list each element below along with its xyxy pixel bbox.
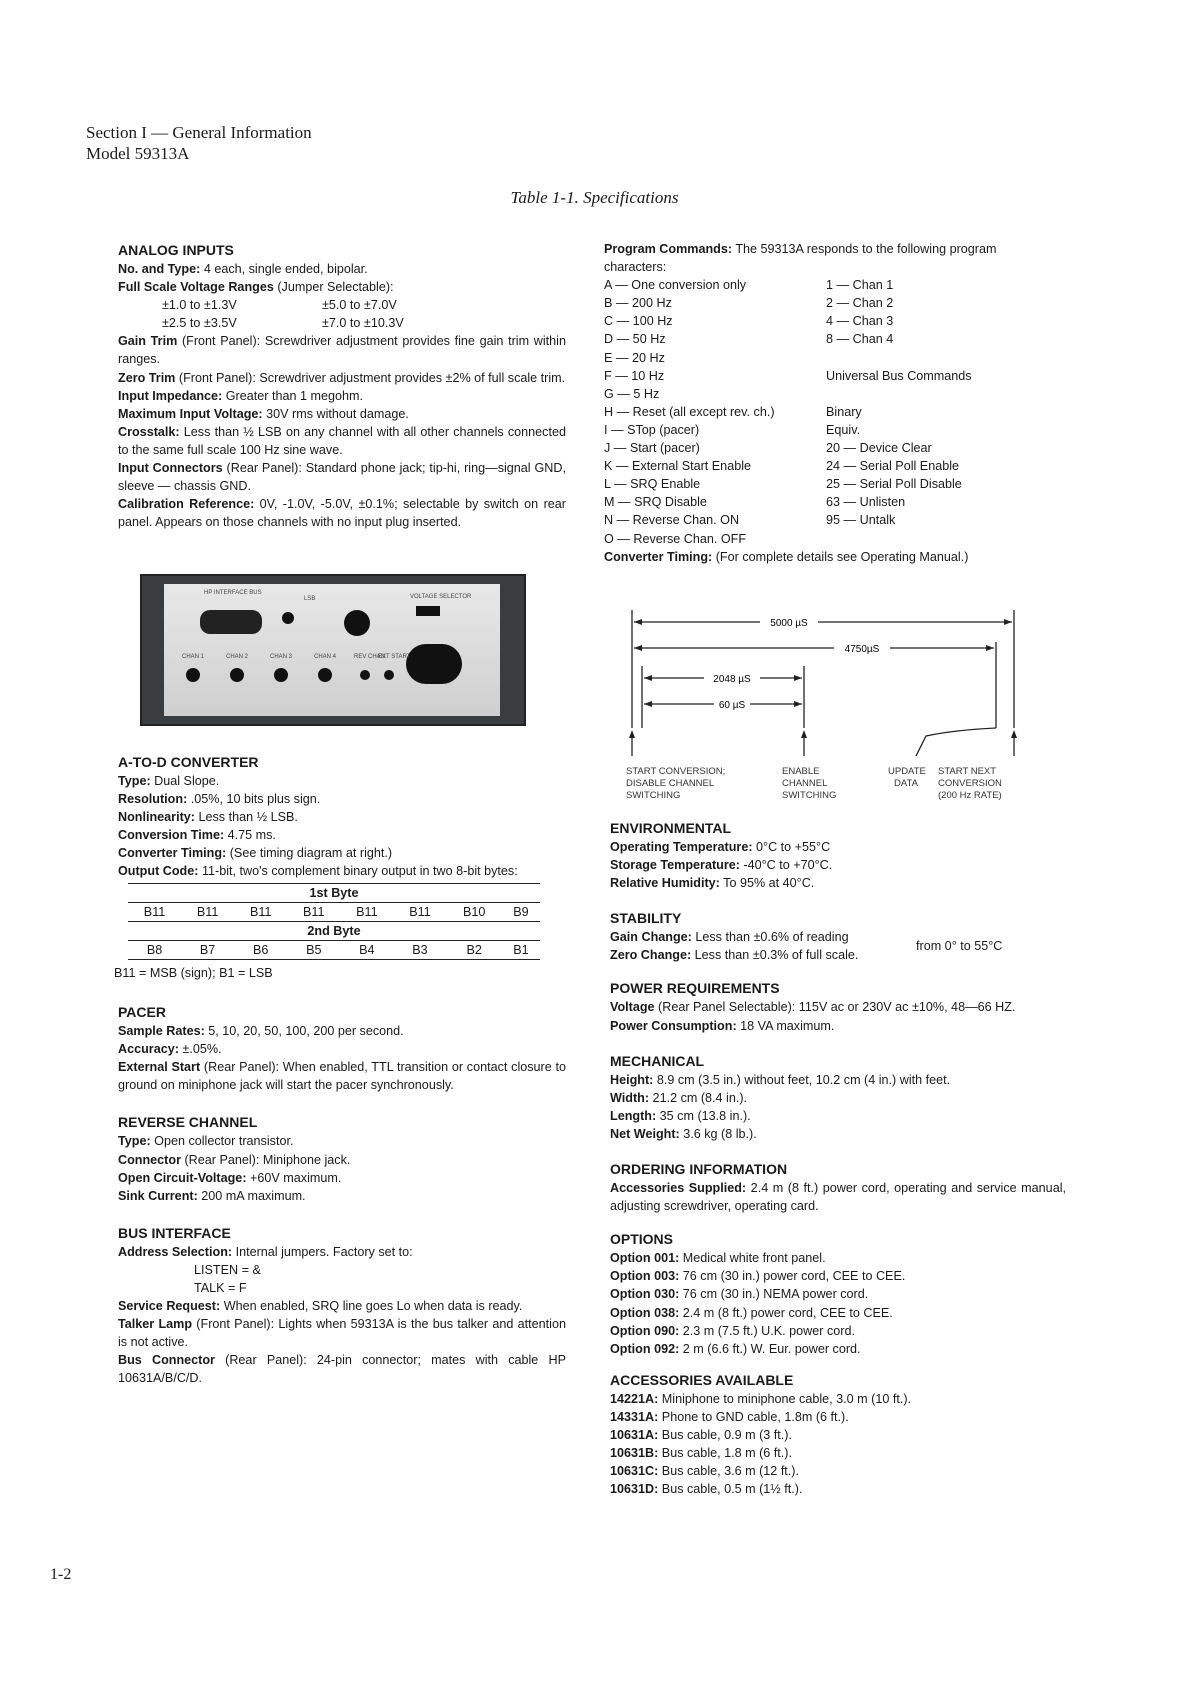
rev-connector: Connector (Rear Panel): Miniphone jack. (118, 1152, 351, 1167)
rev-type: Type: Open collector transistor. (118, 1134, 294, 1149)
selector-window (416, 606, 440, 616)
label-channel: CHANNEL (782, 778, 828, 789)
option-item: Option 001: Medical white front panel. (610, 1251, 826, 1266)
stab-range: from 0° to 55°C (916, 939, 1003, 954)
label-switching-2: SWITCHING (782, 790, 837, 801)
accessory-item: 14221A: Miniphone to miniphone cable, 3.0 m (10 ft.). (610, 1391, 912, 1406)
section-title: Section I — General Information (86, 123, 312, 142)
stab-gain: Gain Change: Less than ±0.6% of reading (610, 930, 849, 945)
time-2048-label: 2048 µS (713, 674, 751, 685)
miniphone-jack-icon (384, 670, 394, 680)
voltage-selector-label: VOLTAGE SELECTOR (410, 594, 472, 600)
bus-talker-lamp: Talker Lamp (Front Panel): Lights when 59313A is the bus talker and attention is not active. (118, 1317, 566, 1350)
ubc-heading: Universal Bus Commands (826, 368, 972, 383)
bus-heading: BUS INTERFACE (118, 1224, 231, 1241)
ad-nonlinearity: Nonlinearity: Less than ½ LSB. (118, 810, 298, 825)
cmd-item: C — 100 Hz (604, 314, 673, 329)
label-update: UPDATE (888, 766, 926, 777)
option-item: Option 092: 2 m (6.6 ft.) W. Eur. power cord. (610, 1341, 861, 1356)
spec-type: No. and Type: 4 each, single ended, bipolar. (118, 262, 368, 276)
byte-table (128, 883, 540, 960)
section-header (86, 122, 312, 164)
ubc-item: 25 — Serial Poll Disable (826, 477, 962, 492)
ad-output-code: Output Code: 11-bit, two's complement binary output in two 8-bit bytes: (118, 864, 518, 879)
jack-icon (274, 668, 288, 682)
accessories-heading: ACCESSORIES AVAILABLE (610, 1371, 794, 1388)
order-heading: ORDERING INFORMATION (610, 1161, 788, 1178)
power-inlet-icon (406, 644, 462, 684)
time-5000-label: 5000 µS (770, 618, 808, 629)
equiv-label: Equiv. (826, 422, 861, 437)
spec-crosstalk: Crosstalk: Less than ½ LSB on any channel with all other channels connected to the same full scale 100 Hz sine wave. (118, 424, 566, 457)
pacer-accuracy: Accuracy: ±.05%. (118, 1042, 222, 1057)
bus-talk: TALK = F (194, 1280, 247, 1295)
option-item: Option 003: 76 cm (30 in.) power cord, CEE to CEE. (610, 1269, 906, 1284)
chan3-label: CHAN 3 (270, 654, 293, 660)
order-supplied: Accessories Supplied: 2.4 m (8 ft.) power cord, operating and service manual, adjusting screwdriver, operating card. (610, 1181, 1066, 1214)
byte1-header: 1st Byte (309, 885, 359, 900)
spec-gain-trim: Gain Trim (Front Panel): Screwdriver adjustment provides fine gain trim within ranges. (118, 334, 566, 367)
time-60-label: 60 µS (718, 700, 746, 711)
rev-open-voltage: Open Circuit-Voltage: +60V maximum. (118, 1170, 342, 1185)
right-column-bottom (610, 818, 1066, 1498)
chan-item: 2 — Chan 2 (826, 296, 894, 311)
time-4750-label: 4750µS (844, 644, 880, 655)
ad-resolution: Resolution: .05%, 10 bits plus sign. (118, 792, 321, 807)
rear-panel-photo (140, 574, 526, 726)
bus-connector-icon (200, 610, 262, 634)
rear-panel (164, 584, 500, 716)
label-start-next: START NEXT (938, 766, 997, 777)
options-heading: OPTIONS (610, 1231, 674, 1248)
bus-listen: LISTEN = & (194, 1262, 261, 1277)
rev-chan-label: REV CHAN (354, 654, 386, 660)
accessory-item: 14331A: Phone to GND cable, 1.8m (6 ft.). (610, 1409, 849, 1424)
pacer-heading: PACER (118, 1004, 166, 1021)
env-storage-temp: Storage Temperature: -40°C to +70°C. (610, 858, 833, 873)
label-enable: ENABLE (782, 766, 820, 777)
option-item: Option 038: 2.4 m (8 ft.) power cord, CEE to CEE. (610, 1305, 893, 1320)
left-column-bottom (114, 752, 566, 1388)
ubc-item: 63 — Unlisten (826, 495, 906, 510)
lsb-label: LSB (304, 596, 316, 602)
cmd-item: K — External Start Enable (604, 459, 751, 474)
spec-connectors: Input Connectors (Rear Panel): Standard phone jack; tip-hi, ring—signal GND, sleeve — chassis GND. (118, 461, 566, 494)
ad-type: Type: Dual Slope. (118, 774, 220, 788)
spec-ranges: Full Scale Voltage Ranges (Jumper Selectable): (118, 280, 394, 295)
chan4-label: CHAN 4 (314, 654, 337, 660)
left-column-top (118, 240, 566, 531)
bus-connector: Bus Connector (Rear Panel): 24-pin connector; mates with cable HP 10631A/B/C/D. (118, 1353, 566, 1386)
bus-srq: Service Request: When enabled, SRQ line goes Lo when data is ready. (118, 1299, 523, 1314)
cmd-item: I — STop (pacer) (604, 422, 700, 437)
mech-height: Height: 8.9 cm (3.5 in.) without feet, 10.2 cm (4 in.) with feet. (610, 1072, 951, 1087)
cmd-item: J — Start (pacer) (604, 441, 700, 456)
byte1-row: B11 B11 B11 B11 B11 B11 B10 B9 (128, 902, 540, 921)
rev-heading: REVERSE CHANNEL (118, 1114, 258, 1131)
label-rate: (200 Hz RATE) (938, 790, 1002, 801)
converter-timing: Converter Timing: (For complete details see Operating Manual.) (604, 549, 969, 564)
ranges-row-2: ±2.5 to ±3.5V ±7.0 to ±10.3V (162, 316, 404, 331)
ad-heading: A-TO-D CONVERTER (118, 754, 259, 770)
ad-conversion-time: Conversion Time: 4.75 ms. (118, 828, 276, 843)
mech-heading: MECHANICAL (610, 1052, 705, 1069)
bus-address: Address Selection: Internal jumpers. Factory set to: (118, 1244, 413, 1259)
option-item: Option 030: 76 cm (30 in.) NEMA power cord. (610, 1287, 869, 1302)
spec-zero-trim: Zero Trim (Front Panel): Screwdriver adjustment provides ±2% of full scale trim. (118, 370, 566, 385)
binary-label: Binary (826, 404, 862, 419)
hpib-label: HP INTERFACE BUS (204, 590, 262, 596)
jack-icon (318, 668, 332, 682)
chan-item: 8 — Chan 4 (826, 332, 894, 347)
chan2-label: CHAN 2 (226, 654, 249, 660)
ranges-row-1: ±1.0 to ±1.3V ±5.0 to ±7.0V (162, 298, 397, 313)
rev-sink-current: Sink Current: 200 mA maximum. (118, 1188, 306, 1203)
chan-item: 4 — Chan 3 (826, 314, 894, 329)
ad-timing: Converter Timing: (See timing diagram at right.) (118, 846, 393, 861)
chan-list (826, 276, 972, 547)
power-consumption: Power Consumption: 18 VA maximum. (610, 1018, 835, 1033)
mech-width: Width: 21.2 cm (8.4 in.). (610, 1090, 748, 1105)
jack-icon (186, 668, 200, 682)
ext-start-label: EXT START (378, 654, 411, 660)
option-item: Option 090: 2.3 m (7.5 ft.) U.K. power cord. (610, 1323, 855, 1338)
byte2-row: B8 B7 B6 B5 B4 B3 B2 B1 (128, 940, 540, 959)
cmd-item: A — One conversion only (604, 278, 747, 293)
cmd-list (604, 276, 826, 547)
env-heading: ENVIRONMENTAL (610, 820, 732, 836)
program-commands: Program Commands: The 59313A responds to the following program characters: (604, 242, 997, 275)
table-title: Table 1-1. Specifications (510, 188, 679, 207)
byte-note: B11 = MSB (sign); B1 = LSB (114, 965, 273, 980)
cmd-item: O — Reverse Chan. OFF (604, 531, 747, 546)
spec-calibration: Calibration Reference: 0V, -1.0V, -5.0V, ±0.1%; selectable by switch on rear panel. Appears on those channels with no input plug inserted. (118, 497, 566, 530)
right-column-top (604, 240, 1054, 566)
chan-item: 1 — Chan 1 (826, 278, 894, 293)
voltage-knob-icon (344, 610, 370, 636)
page-number: 1-2 (50, 1566, 72, 1583)
model-number: Model 59313A (86, 144, 190, 163)
jack-icon (230, 668, 244, 682)
cmd-item: E — 20 Hz (604, 350, 665, 365)
cmd-item: B — 200 Hz (604, 296, 672, 311)
ubc-item: 95 — Untalk (826, 513, 896, 528)
mech-length: Length: 35 cm (13.8 in.). (610, 1108, 751, 1123)
accessory-item: 10631D: Bus cable, 0.5 m (1½ ft.). (610, 1482, 803, 1497)
chan1-label: CHAN 1 (182, 654, 205, 660)
cmd-item: D — 50 Hz (604, 332, 666, 347)
pacer-rates: Sample Rates: 5, 10, 20, 50, 100, 200 per second. (118, 1024, 404, 1039)
cmd-item: N — Reverse Chan. ON (604, 513, 740, 528)
env-humidity: Relative Humidity: To 95% at 40°C. (610, 876, 815, 891)
switch-icon (282, 612, 294, 624)
env-op-temp: Operating Temperature: 0°C to +55°C (610, 840, 831, 854)
stab-zero: Zero Change: Less than ±0.3% of full scale. (610, 948, 859, 963)
label-conversion: CONVERSION (938, 778, 1002, 789)
cmd-item: G — 5 Hz (604, 386, 660, 401)
label-data: DATA (894, 778, 918, 789)
timing-diagram (604, 604, 1044, 810)
spec-impedance: Input Impedance: Greater than 1 megohm. (118, 388, 363, 403)
power-heading: POWER REQUIREMENTS (610, 980, 780, 997)
mech-weight: Net Weight: 3.6 kg (8 lb.). (610, 1126, 757, 1141)
spec-max-voltage: Maximum Input Voltage: 30V rms without damage. (118, 406, 409, 421)
cmd-item: L — SRQ Enable (604, 477, 701, 492)
accessory-item: 10631C: Bus cable, 3.6 m (12 ft.). (610, 1464, 800, 1479)
accessory-item: 10631B: Bus cable, 1.8 m (6 ft.). (610, 1446, 792, 1461)
label-disable-channel: DISABLE CHANNEL (626, 778, 715, 789)
label-switching-1: SWITCHING (626, 790, 681, 801)
label-start-conv: START CONVERSION; (626, 766, 726, 777)
cmd-block (604, 276, 1054, 547)
cmd-item: H — Reset (all except rev. ch.) (604, 404, 775, 419)
ubc-item: 20 — Device Clear (826, 440, 932, 455)
miniphone-jack-icon (360, 670, 370, 680)
pacer-ext-start: External Start (Rear Panel): When enabled, TTL transition or contact closure to ground on miniphone jack will start the pacer synchronously. (118, 1060, 566, 1093)
power-voltage: Voltage (Rear Panel Selectable): 115V ac or 230V ac ±10%, 48—66 HZ. (610, 1000, 1016, 1015)
byte2-header: 2nd Byte (307, 923, 361, 938)
cmd-item: M — SRQ Disable (604, 495, 707, 510)
accessory-item: 10631A: Bus cable, 0.9 m (3 ft.). (610, 1427, 792, 1442)
stab-block (610, 928, 1066, 964)
cmd-item: F — 10 Hz (604, 368, 665, 383)
stab-heading: STABILITY (610, 910, 682, 927)
analog-heading: ANALOG INPUTS (118, 242, 234, 258)
ubc-item: 24 — Serial Poll Enable (826, 458, 960, 473)
